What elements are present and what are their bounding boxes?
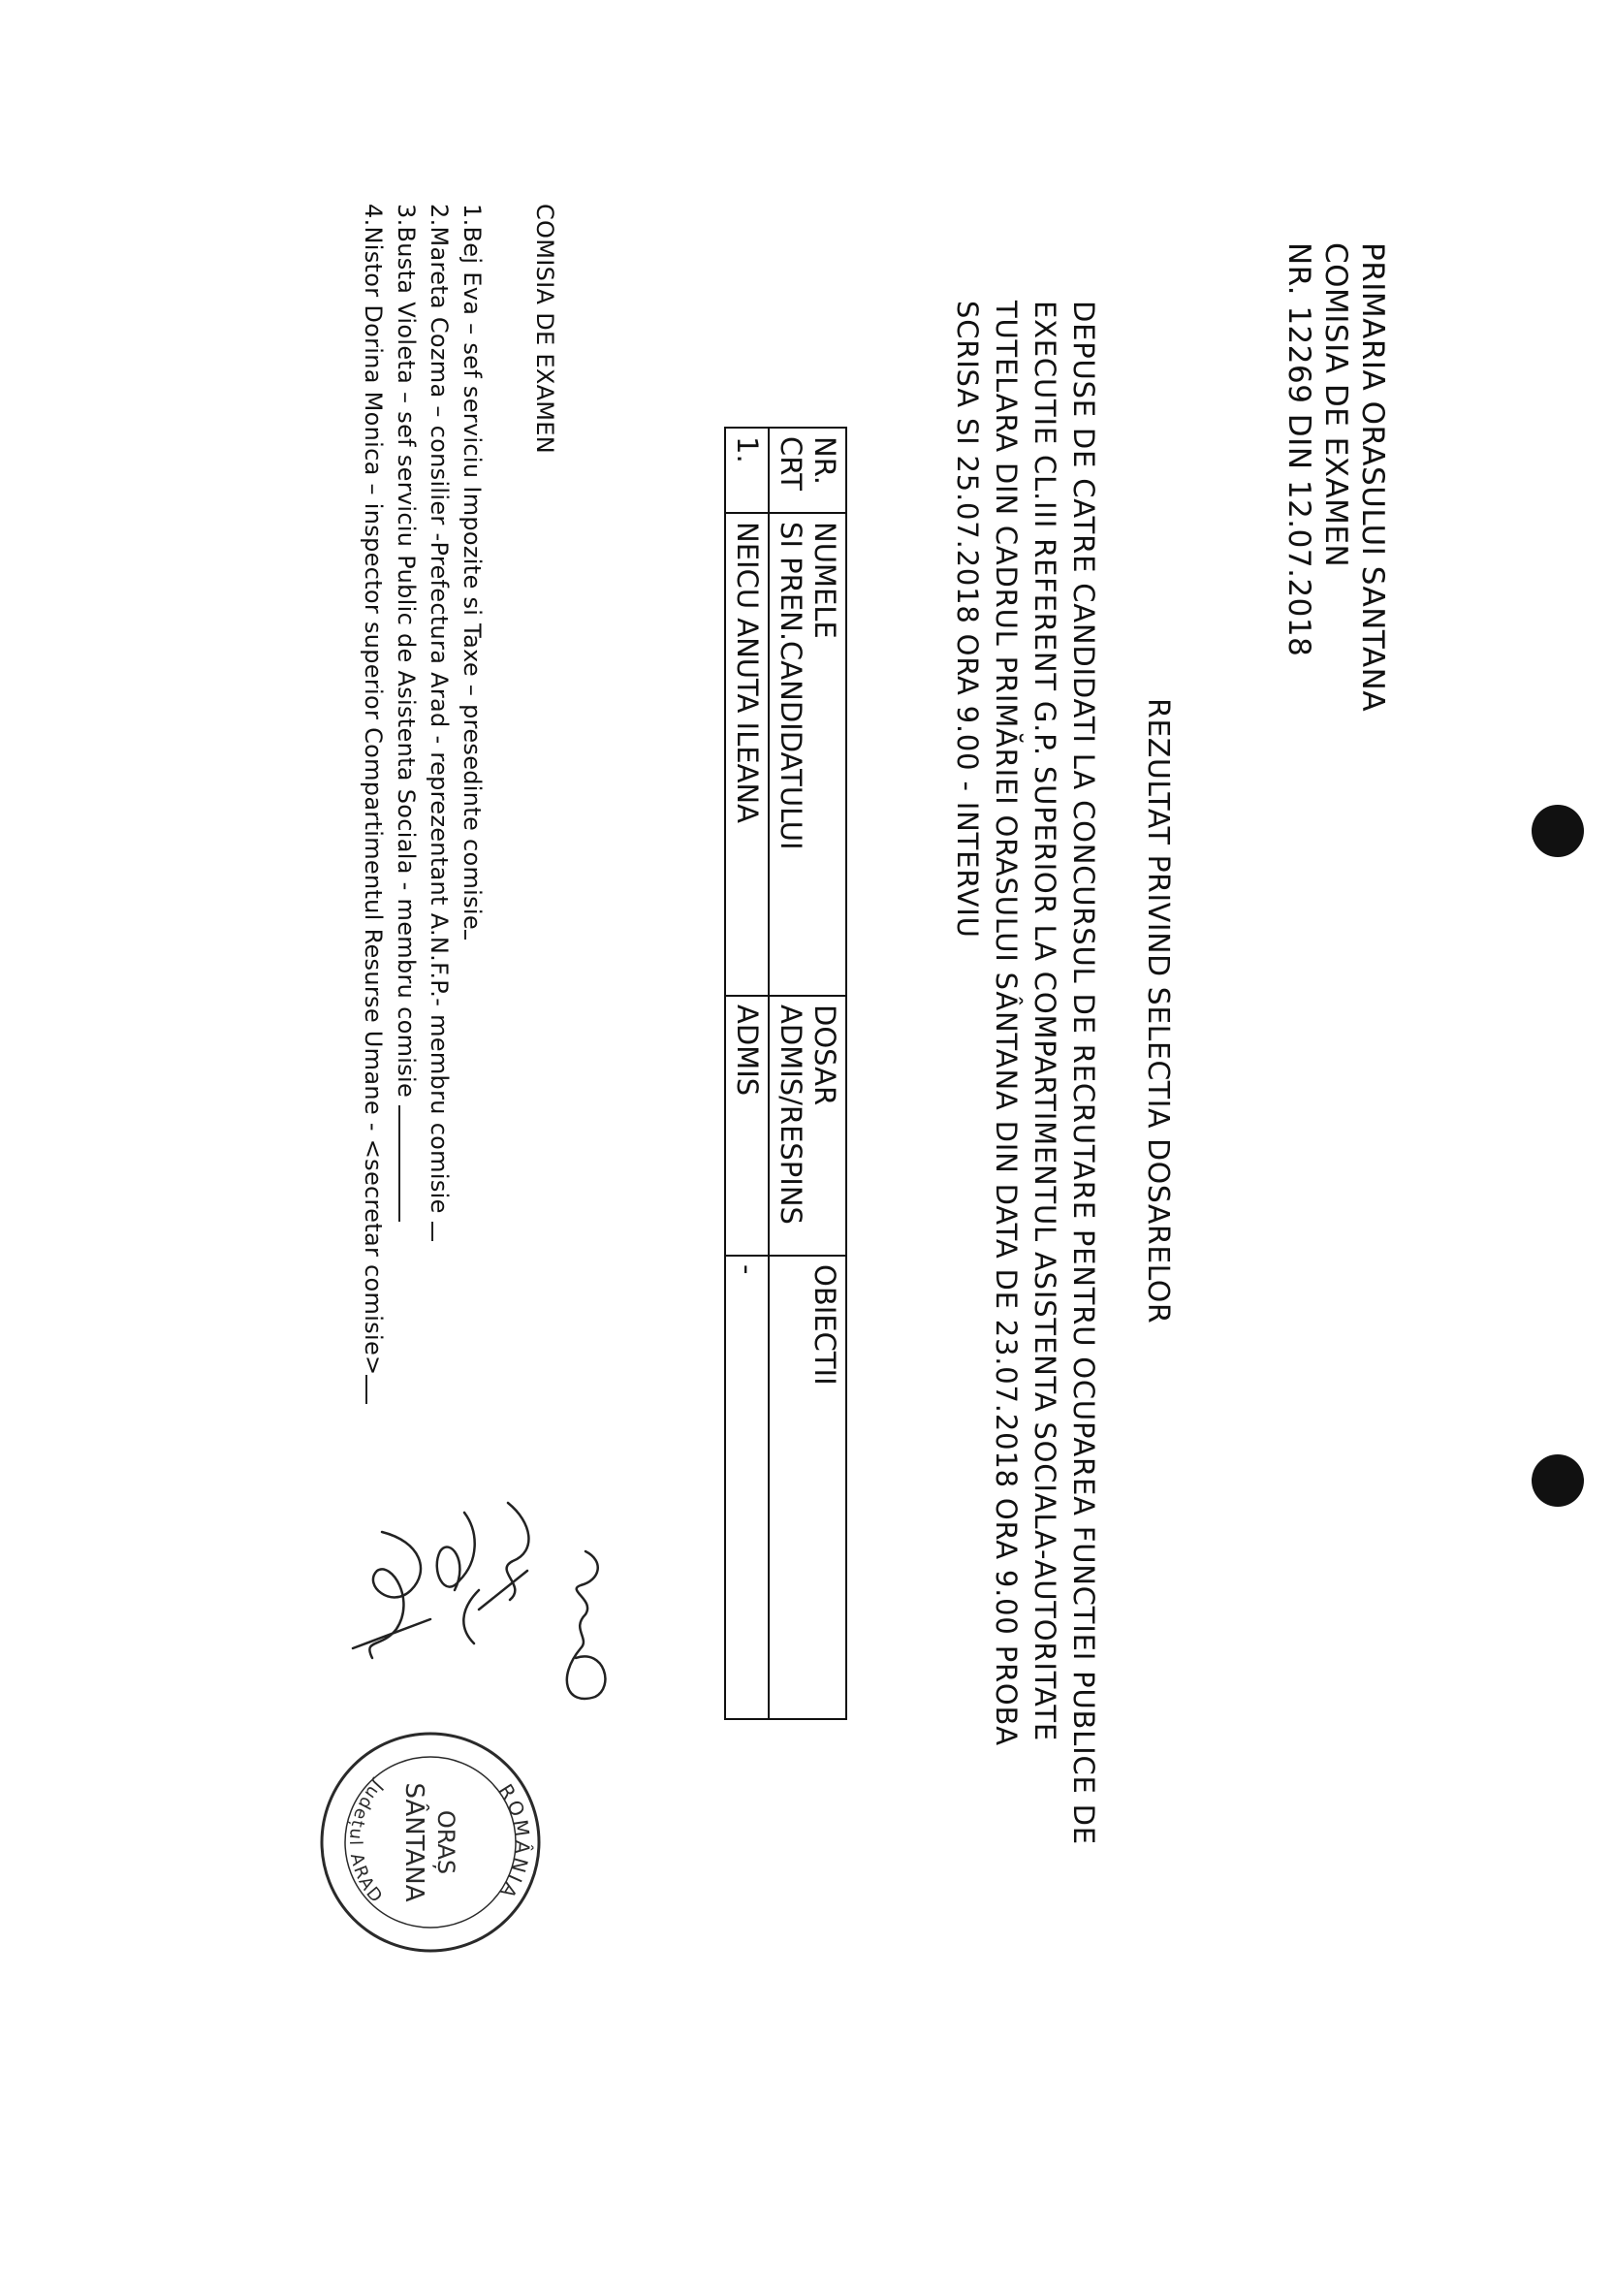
commission-member: 1.Bej Eva – sef serviciu Impozite si Taxe – presedinte comisie (456, 204, 489, 940)
official-stamp (314, 1726, 547, 1959)
commission-member: 4.Nistor Dorina Monica – inspector superior Compartimentul Resurse Umane - <secretar comisie> (357, 204, 390, 1404)
cell-nr: 1. (725, 428, 769, 513)
paragraph-line-last: SCRISA SI 25.07.2018 ORA 9.00 - INTERVIU (951, 301, 984, 939)
commission-member: 2.Mareta Cozma – consilier -Prefectura Arad - reprezentant A.N.F.P.- membru comisie (423, 204, 456, 1241)
header-obiectii: OBIECTII (769, 1256, 846, 1719)
punch-hole (1532, 1454, 1584, 1507)
cell-dosar: ADMIS (725, 996, 769, 1256)
svg-text:ROMÂNIA: ROMÂNIA (493, 1779, 535, 1905)
document-title: REZULTAT PRIVIND SELECTIA DOSARELOR (1141, 698, 1175, 1324)
cell-obiectii: - (725, 1256, 769, 1719)
description-paragraph (948, 301, 1103, 1968)
cell-name: NEICU ANUTA ILEANA (725, 513, 769, 996)
paragraph-line: TUTELARA DIN CADRUL PRIMĂRIEI ORASULUI SÂNTANA DIN DATA DE 23.07.2018 ORA 9.00 PROBA (990, 301, 1023, 1746)
commission-name: COMISIA DE EXAMEN (1318, 242, 1353, 568)
results-table (724, 427, 847, 1720)
header-name: NUMELE SI PREN.CANDIDATULUI (769, 513, 846, 996)
commission-member: 3.Busta Violeta – sef serviciu Public de Asistenta Sociala - membru comisie (390, 204, 423, 1222)
header-dosar: DOSAR ADMIS/RESPINS (769, 996, 846, 1256)
table-header-row (769, 428, 846, 1719)
commission-heading: COMISIA DE EXAMEN (531, 204, 558, 455)
registration-number: NR. 12269 DIN 12.07.2018 (1281, 242, 1316, 657)
stamp-type: ORAȘ (432, 1809, 459, 1875)
paragraph-line: DEPUSE DE CATRE CANDIDATI LA CONCURSUL DE RECRUTARE PENTRU OCUPAREA FUNCTIEI PUBLICE DE (1067, 301, 1100, 1845)
table-row (725, 428, 769, 1719)
institution-name: PRIMARIA ORASULUI SANTANA (1355, 242, 1390, 713)
header-nr: NR. CRT (769, 428, 846, 513)
stamp-city: SÂNTANA (399, 1782, 428, 1902)
svg-text:Județul ARAD: Județul ARAD (344, 1776, 388, 1908)
paragraph-line: EXECUTIE CL.III REFERENT G.P. SUPERIOR LA COMPARTIMENTUL ASISTENTA SOCIALA-AUTORITATE (1028, 301, 1061, 1741)
punch-hole (1532, 805, 1584, 857)
